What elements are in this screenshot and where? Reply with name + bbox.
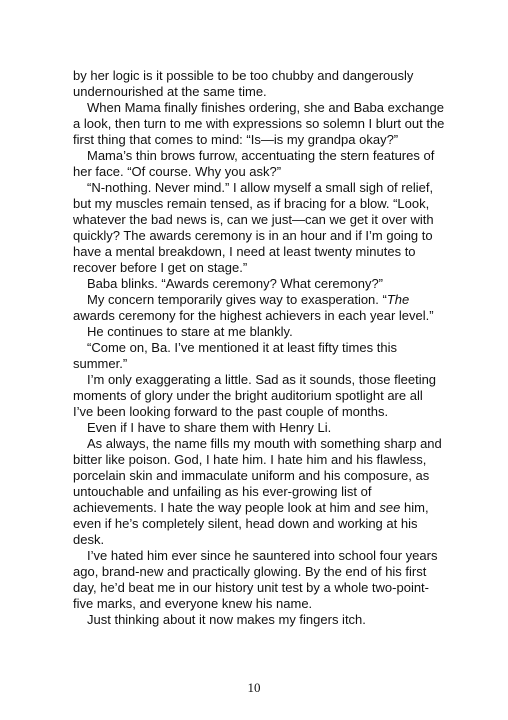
paragraph [73,548,445,612]
paragraph-text: “Come on, Ba. I’ve mentioned it at least fifty times this summer.” [73,340,397,371]
paragraph [73,148,445,180]
paragraph [73,436,445,548]
paragraph [73,324,445,340]
paragraph-text: My concern temporarily gives way to exasperation. “ [87,292,387,307]
paragraph [73,372,445,420]
paragraph-text: Mama’s thin brows furrow, accentuating the stern features of her face. “Of course. Why you ask?” [73,148,435,179]
paragraph [73,340,445,372]
emphasized-text: see [379,500,401,515]
paragraph-text: awards ceremony for the highest achievers in each year level.” [73,308,434,323]
paragraph-text: He continues to stare at me blankly. [87,324,293,339]
paragraph-text: I’ve hated him ever since he sauntered into school four years ago, brand-new and practically glowing. By the end of his first day, he’d beat me in our history unit test by a whole two-point-five marks, and everyone knew his name. [73,548,438,611]
emphasized-text: The [386,292,410,307]
paragraph-text: When Mama finally finishes ordering, she and Baba exchange a look, then turn to me with expressions so solemn I blurt out the first thing that comes to mind: “Is—is my grandpa okay?” [73,100,445,147]
paragraph [73,68,445,100]
paragraph [73,420,445,436]
paragraph-text: by her logic is it possible to be too chubby and dangerously undernourished at the same time. [73,68,414,99]
paragraph [73,612,445,628]
paragraph [73,100,445,148]
page-number: 10 [247,680,261,695]
body-text [73,68,445,628]
paragraph-text: Baba blinks. “Awards ceremony? What ceremony?” [87,276,383,291]
paragraph-text: “N-nothing. Never mind.” I allow myself a small sigh of relief, but my muscles remain tensed, as if bracing for a blow. “Look, whatever the bad news is, can we just—can we get it over with quickly? The awards ceremony is in an hour and if I’m going to have a mental breakdown, I need at least twenty minutes to recover before I get on stage.” [73,180,434,275]
paragraph [73,276,445,292]
paragraph [73,292,445,324]
paragraph-text: him, even if he’s completely silent, head down and working at his desk. [73,500,429,547]
paragraph-text: I’m only exaggerating a little. Sad as it sounds, those fleeting moments of glory under the bright auditorium spotlight are all I’ve been looking forward to the past couple of months. [73,372,437,419]
paragraph [73,180,445,276]
paragraph-text: As always, the name fills my mouth with something sharp and bitter like poison. God, I hate him. I hate him and his flawless, porcelain skin and immaculate uniform and his composure, as untouchable and unfailing as his ever-growing list of achievements. I hate the way people look at him and [73,436,442,515]
paragraph-text: Just thinking about it now makes my fingers itch. [87,612,366,627]
paragraph-text: Even if I have to share them with Henry Li. [87,420,332,435]
